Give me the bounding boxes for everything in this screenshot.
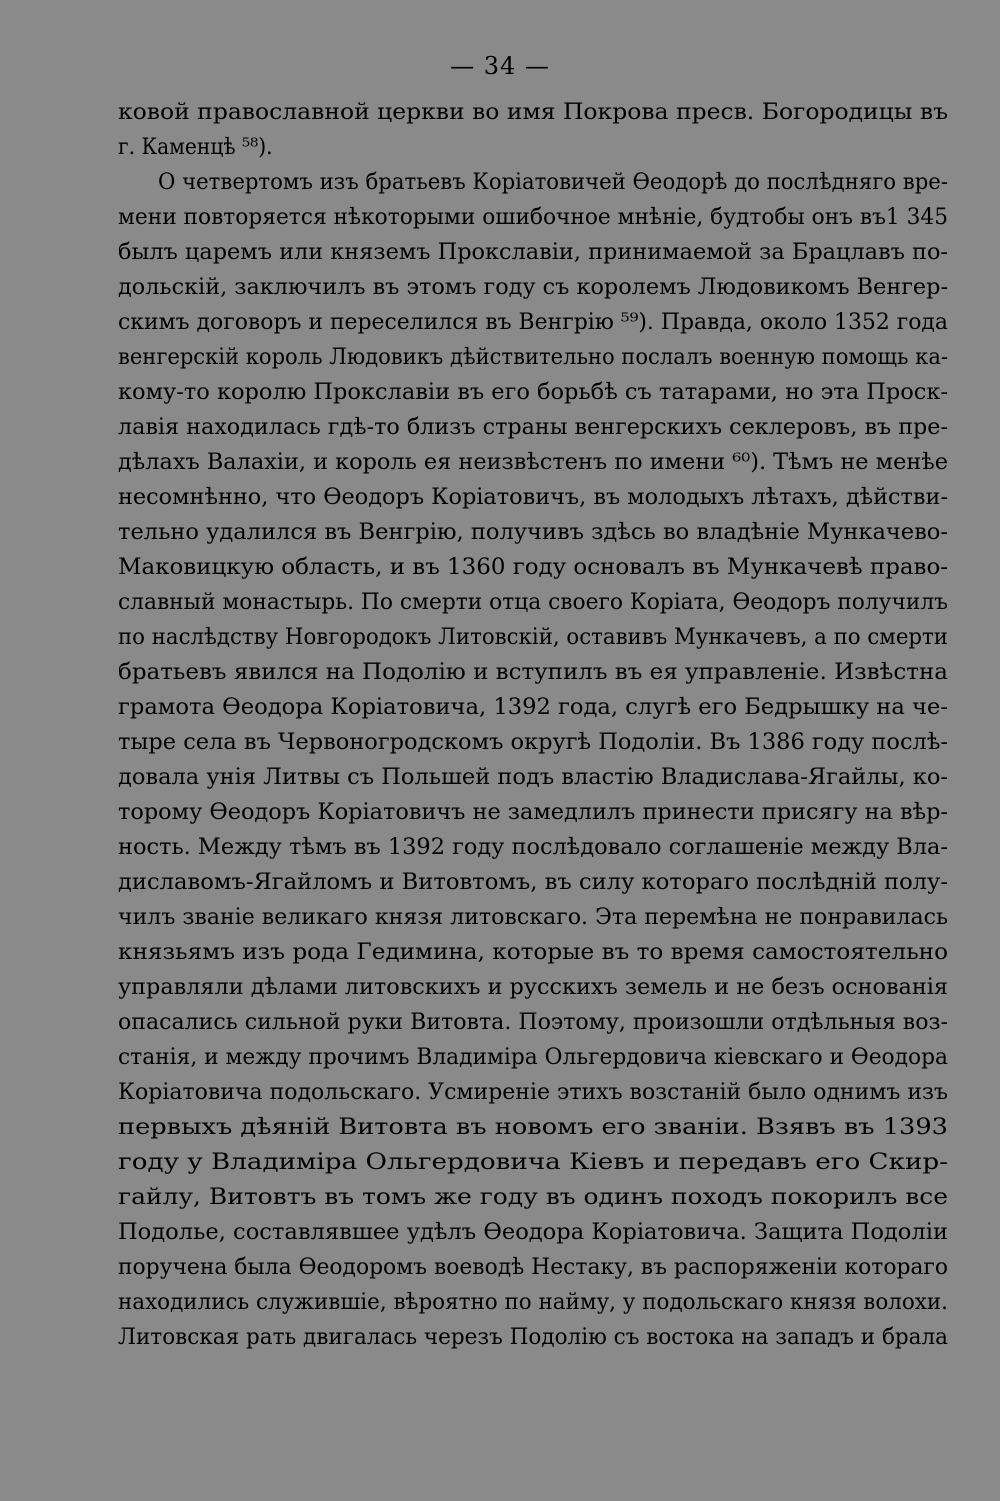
text-line: управляли дѣлами литовскихъ и русскихъ земель и не безъ основанія bbox=[118, 974, 949, 1000]
text-line: тельно удалился въ Венгрію, получивъ здѣсь во владѣніе Мункачево- bbox=[118, 519, 948, 545]
text-line: опасались сильной руки Витовта. Поэтому, произошли отдѣльныя воз- bbox=[118, 1009, 948, 1035]
text-line: Маковицкую область, и въ 1360 году основалъ въ Мункачевѣ право- bbox=[118, 554, 949, 580]
text-line: году у Владиміра Ольгердовича Кіевъ и передавъ его Скир- bbox=[118, 1149, 948, 1175]
text-line: довала унія Литвы съ Польшей подъ властію Владислава-Ягайлы, ко- bbox=[118, 764, 949, 790]
text-line: дольскій, заключилъ въ этомъ году съ королемъ Людовикомъ Венгер- bbox=[118, 274, 949, 300]
text-line: диславомъ-Ягайломъ и Витовтомъ, въ силу котораго послѣдній полу- bbox=[118, 869, 948, 895]
text-line: по наслѣдству Новгородокъ Литовскій, оставивъ Мункачевъ, а по смерти bbox=[118, 624, 948, 650]
text-line: грамота Ѳеодора Коріатовича, 1392 года, слугѣ его Бедрышку на че- bbox=[118, 694, 948, 720]
text-line: Подолье, составлявшее удѣлъ Ѳеодора Коріатовича. Защита Подоліи bbox=[118, 1219, 948, 1245]
text-line: славный монастырь. По смерти отца своего Коріата, Ѳеодоръ получилъ bbox=[118, 589, 948, 615]
text-line: гайлу, Витовтъ въ томъ же году въ одинъ походъ покорилъ все bbox=[118, 1184, 948, 1210]
text-line: ность. Между тѣмъ въ 1392 году послѣдовало соглашеніе между Вла- bbox=[118, 834, 948, 860]
text-line: венгерскій король Людовикъ дѣйствительно послалъ военную помощь ка- bbox=[118, 344, 949, 370]
text-line: ковой православной церкви во имя Покрова пресв. Богородицы въ bbox=[118, 99, 948, 125]
body-text bbox=[118, 95, 948, 1355]
text-line: г. Каменцѣ ⁵⁸). bbox=[118, 134, 273, 160]
text-line: чилъ званіе великаго князя литовскаго. Эта перемѣна не понравилась bbox=[118, 904, 949, 930]
text-line: былъ царемъ или княземъ Прокславіи, принимаемой за Брацлавъ по- bbox=[118, 239, 948, 265]
text-line: О четвертомъ изъ братьевъ Коріатовичей Ѳеодорѣ до послѣдняго вре- bbox=[158, 169, 948, 195]
text-line: первыхъ дѣяній Витовта въ новомъ его званіи. Взявъ въ 1393 bbox=[118, 1114, 948, 1140]
text-line: находились служившіе, вѣроятно по найму, у подольскаго князя волохи. bbox=[118, 1289, 948, 1315]
text-line: скимъ договоръ и переселился въ Венгрію ⁵⁹). Правда, около 1352 года bbox=[118, 309, 948, 335]
text-line: мени повторяется нѣкоторыми ошибочное мнѣніе, будтобы онъ въ1 345 bbox=[118, 204, 949, 230]
text-line: станія, и между прочимъ Владиміра Ольгердовича кіевскаго и Ѳеодора bbox=[118, 1044, 948, 1070]
text-line: Коріатовича подольскаго. Усмиреніе этихъ возстаній было однимъ изъ bbox=[118, 1079, 949, 1105]
text-line: князьямъ изъ рода Гедимина, которые въ то время самостоятельно bbox=[118, 939, 948, 965]
text-line: дѣлахъ Валахіи, и король ея неизвѣстенъ по имени ⁶⁰). Тѣмъ не менѣе bbox=[118, 449, 948, 475]
text-line: несомнѣнно, что Ѳеодоръ Коріатовичъ, въ молодыхъ лѣтахъ, дѣйстви- bbox=[118, 484, 948, 510]
page-number: — 34 — bbox=[450, 52, 550, 80]
text-line: Литовская рать двигалась черезъ Подолію съ востока на западъ и брала bbox=[118, 1324, 949, 1350]
text-line: поручена была Ѳеодоромъ воеводѣ Нестаку, въ распоряженіи котораго bbox=[118, 1254, 948, 1280]
text-line: тыре села въ Червоногродскомъ округѣ Подоліи. Въ 1386 году послѣ- bbox=[118, 729, 948, 755]
text-line: кому-то королю Прокславіи въ его борьбѣ съ татарами, но эта Проск- bbox=[118, 379, 948, 405]
text-line: братьевъ явился на Подолію и вступилъ въ ея управленіе. Извѣстна bbox=[118, 659, 948, 685]
text-line: лавія находилась гдѣ-то близъ страны венгерскихъ секлеровъ, въ пре- bbox=[118, 414, 948, 440]
text-line: торому Ѳеодоръ Коріатовичъ не замедлилъ принести присягу на вѣр- bbox=[118, 799, 948, 825]
